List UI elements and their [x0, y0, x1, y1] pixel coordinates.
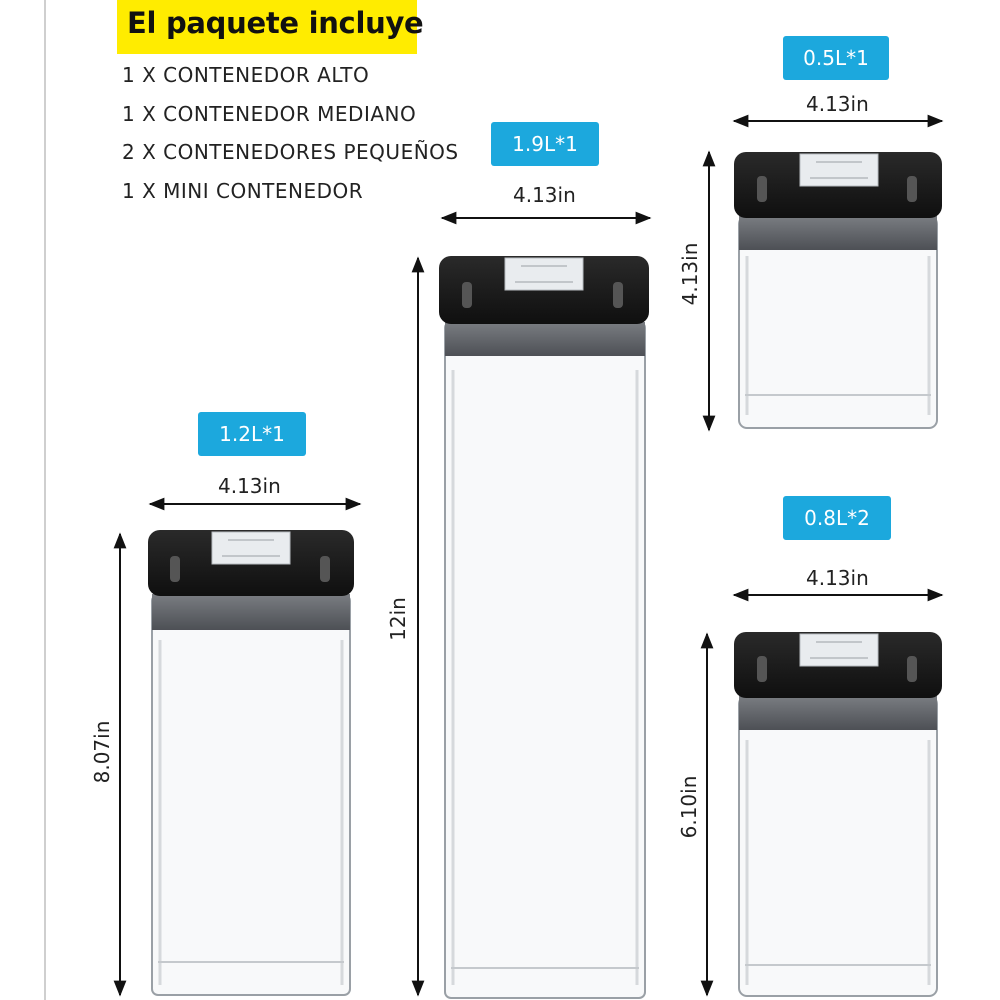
container-tall	[439, 256, 649, 998]
container-small	[734, 632, 942, 996]
capacity-badge-tall: 1.9L*1	[491, 122, 599, 166]
height-label-small: 6.10in	[677, 775, 701, 839]
height-label-medium: 8.07in	[90, 720, 114, 784]
capacity-badge-small: 0.8L*2	[783, 496, 891, 540]
height-label-tall: 12in	[386, 597, 410, 641]
width-label-small: 4.13in	[806, 566, 869, 590]
list-item: 1 X CONTENEDOR MEDIANO	[122, 101, 417, 126]
width-label-tall: 4.13in	[513, 183, 576, 207]
width-label-mini: 4.13in	[806, 92, 869, 116]
capacity-badge-medium: 1.2L*1	[198, 412, 306, 456]
list-item: 1 X CONTENEDOR ALTO	[122, 63, 370, 87]
list-item: 2 X CONTENEDORES PEQUEÑOS	[122, 140, 459, 164]
height-label-mini: 4.13in	[678, 242, 702, 306]
container-medium	[148, 530, 354, 995]
width-label-medium: 4.13in	[218, 474, 281, 498]
package-title: El paquete incluye	[127, 6, 424, 40]
capacity-badge-mini: 0.5L*1	[783, 36, 889, 80]
container-mini	[734, 152, 942, 428]
list-item: 1 X MINI CONTENEDOR	[122, 178, 364, 203]
